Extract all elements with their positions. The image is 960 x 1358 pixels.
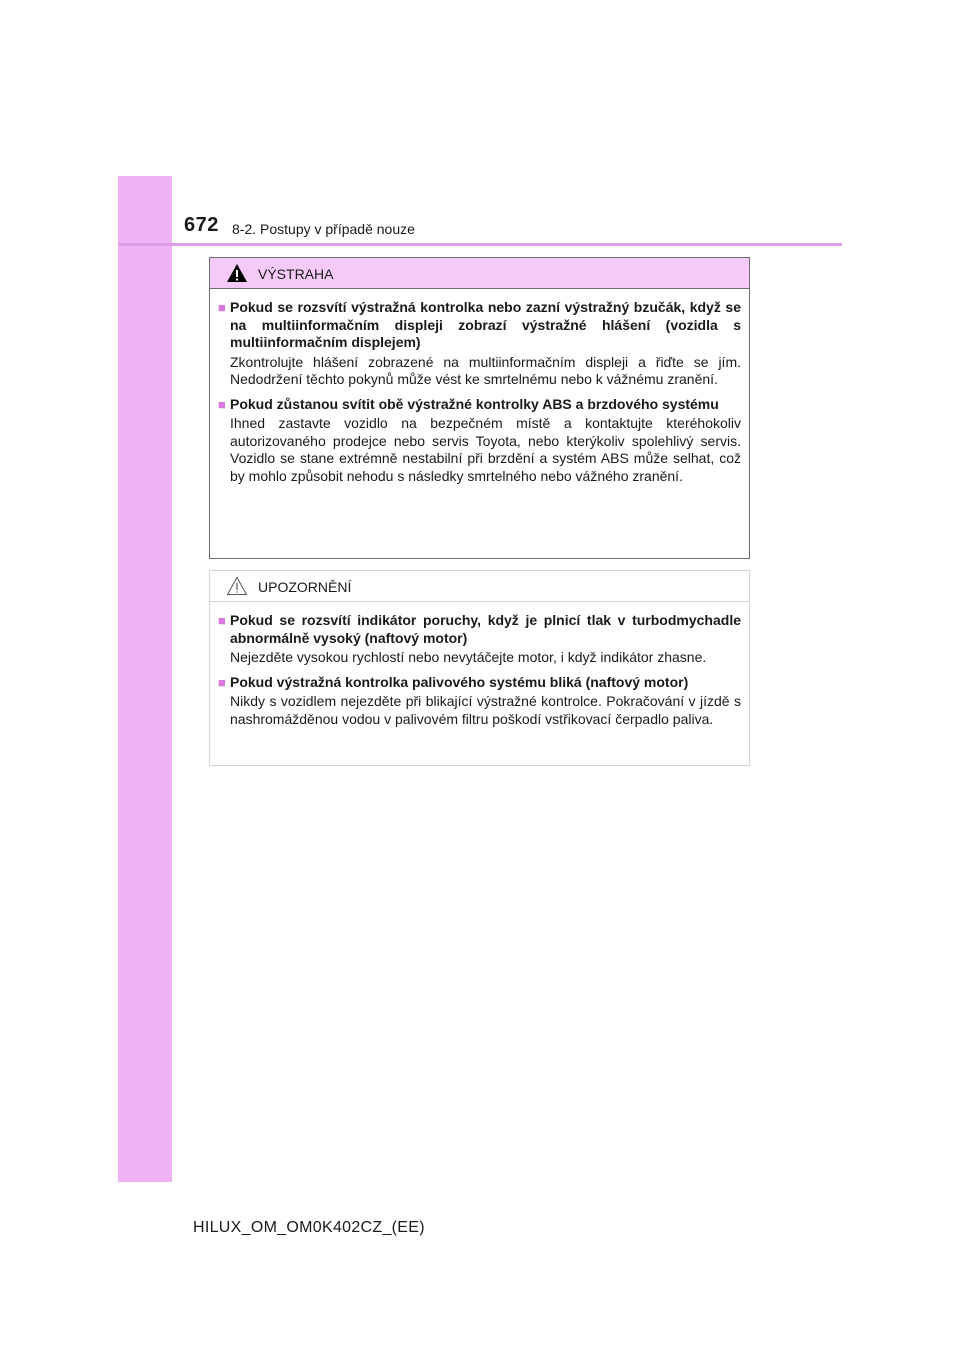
square-bullet-icon: ■ — [218, 674, 226, 690]
side-tab-bar — [118, 176, 172, 1182]
warning-item-text: Ihned zastavte vozidlo na bezpečném místě a kontaktujte kteréhokoliv autorizovaného prodejce nebo servis Toyota, nebo kterýkoliv spolehlivý servis. Vozidlo se stane extrémně nestabilní při brzdění a systém ABS může selhat, což by mohlo způsobit nehodu s následky smrtelného nebo vážného zranění. — [230, 415, 741, 484]
warning-triangle-icon — [226, 263, 248, 283]
square-bullet-icon: ■ — [218, 613, 226, 628]
warning-item-title: Pokud zůstanou svítit obě výstražné kontrolky ABS a brzdového systému — [230, 395, 719, 412]
caution-header — [210, 571, 749, 602]
document-code: HILUX_OM_OM0K402CZ_(EE) — [193, 1219, 425, 1236]
warning-box — [209, 257, 750, 559]
section-title: 8-2. Postupy v případě nouze — [232, 221, 415, 237]
header-rule — [118, 243, 842, 246]
warning-header — [210, 258, 749, 289]
warning-label: VÝSTRAHA — [258, 266, 334, 282]
caution-label: UPOZORNĚNÍ — [258, 579, 352, 595]
caution-item-text: Nikdy s vozidlem nejezděte při blikající výstražné kontrolce. Pokračování v jízdě s nashromážděnou vodou v palivovém filtru poškodí vstřikovací čerpadlo paliva. — [230, 693, 741, 727]
caution-item — [218, 612, 741, 667]
caution-item-title: Pokud se rozsvítí indikátor poruchy, když je plnicí tlak v turbodmychadle abnormálně vysoký (naftový motor) — [230, 612, 741, 646]
warning-item-title: Pokud se rozsvítí výstražná kontrolka nebo zazní výstražný bzučák, když se na multiinformačním displeji zobrazí výstražné hlášení (vozidla s multiinformačním displejem) — [230, 299, 741, 350]
caution-item-text: Nejezděte vysokou rychlostí nebo nevytáčejte motor, i když indikátor zhasne. — [230, 649, 707, 665]
square-bullet-icon: ■ — [218, 396, 226, 412]
caution-box — [209, 570, 750, 766]
square-bullet-icon: ■ — [218, 300, 226, 315]
caution-item-title: Pokud výstražná kontrolka palivového systému bliká (naftový motor) — [230, 673, 689, 690]
warning-item — [218, 299, 741, 389]
warning-item-text: Zkontrolujte hlášení zobrazené na multiinformačním displeji a řiďte se jím. Nedodržení těchto pokynů může vést ke smrtelnému nebo k vážnému zranění. — [230, 353, 741, 387]
caution-triangle-icon — [226, 576, 248, 596]
page-number: 672 — [184, 214, 219, 236]
warning-item — [218, 396, 741, 486]
caution-item — [218, 674, 741, 729]
